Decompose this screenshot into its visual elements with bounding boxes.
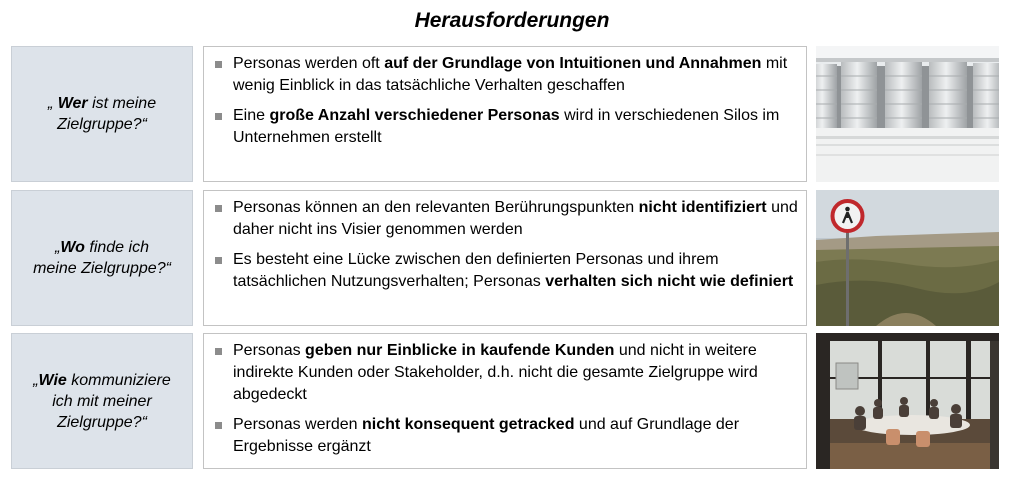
bullet-square-icon [215, 61, 222, 68]
bullet-item: Personas werden nicht konsequent getracked und auf Grundlage der Ergebnisse ergänzt [212, 414, 798, 458]
bullet-square-icon [215, 257, 222, 264]
bullet-item: Personas werden oft auf der Grundlage von Intuitionen und Annahmen mit wenig Einblick in das tatsächliche Verhalten geschaffen [212, 53, 798, 97]
pedestrian-sign-photo [816, 190, 999, 326]
challenge-list [203, 190, 807, 326]
question-box [11, 190, 193, 326]
bullet-item: Personas können an den relevanten Berührungspunkten nicht identifiziert und daher nicht ins Visier genommen werden [212, 197, 798, 241]
question-box [11, 46, 193, 182]
page-title: Herausforderungen [414, 9, 610, 32]
silos-photo [816, 46, 999, 182]
bullet-item: Es besteht eine Lücke zwischen den definierten Personas und ihrem tatsächlichen Nutzungsverhalten; Personas verhalten sich nicht wie definiert [212, 249, 798, 293]
bullet-square-icon [215, 348, 222, 355]
question-text: „Wo finde ich meine Zielgruppe?“ [33, 239, 171, 277]
question-box [11, 333, 193, 469]
challenge-list [203, 46, 807, 182]
bullet-item: Eine große Anzahl verschiedener Personas wird in verschiedenen Silos im Unternehmen erstellt [212, 105, 798, 149]
bullet-item: Personas geben nur Einblicke in kaufende Kunden und nicht in weitere indirekte Kunden oder Stakeholder, d.h. nicht die gesamte Zielgruppe wird abgedeckt [212, 340, 798, 406]
question-text: „ Wer ist meine Zielgruppe?“ [47, 95, 157, 133]
bullet-square-icon [215, 205, 222, 212]
challenge-row-how [11, 333, 999, 469]
challenge-row-where [11, 190, 999, 326]
challenge-row-who [11, 46, 999, 182]
challenge-list [203, 333, 807, 469]
bullet-square-icon [215, 422, 222, 429]
bullet-square-icon [215, 113, 222, 120]
meeting-room-photo [816, 333, 999, 469]
question-text: „Wie kommuniziere ich mit meiner Zielgruppe?“ [33, 371, 171, 431]
